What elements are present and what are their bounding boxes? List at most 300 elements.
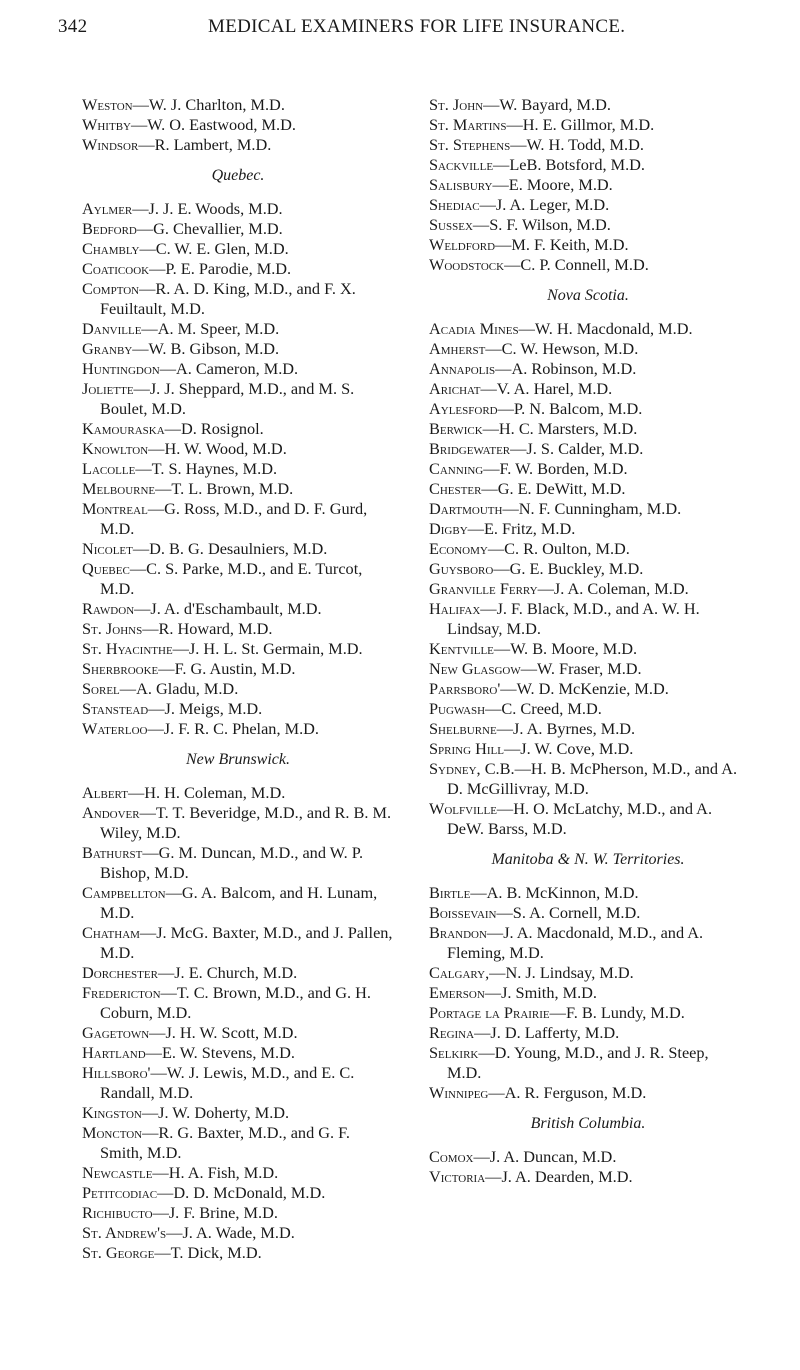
examiner-names: J. D. Lafferty, M.D.	[490, 1023, 620, 1042]
place-name: Selkirk	[429, 1043, 479, 1062]
examiner-names: N. F. Cunningham, M.D.	[518, 499, 682, 518]
place-name: Birtle	[429, 883, 471, 902]
running-title: MEDICAL EXAMINERS FOR LIFE INSURANCE.	[208, 16, 626, 37]
examiner-names: V. A. Harel, M.D.	[496, 379, 613, 398]
examiner-names: C. W. E. Glen, M.D.	[155, 239, 289, 258]
examiner-entry	[82, 1123, 394, 1163]
examiner-entry	[429, 195, 747, 215]
left-column	[82, 95, 394, 1263]
examiner-names: C. S. Parke, M.D., and E. Turcot, M.D.	[100, 559, 363, 598]
examiner-names: W. B. Gibson, M.D.	[148, 339, 280, 358]
examiner-entry	[429, 679, 747, 699]
examiner-names: P. N. Balcom, M.D.	[513, 399, 643, 418]
em-dash: —	[493, 155, 510, 174]
examiner-names: W. D. McKenzie, M.D.	[516, 679, 669, 698]
place-name: Pugwash	[429, 699, 486, 718]
place-name: Shediac	[429, 195, 480, 214]
examiner-names: C. Creed, M.D.	[501, 699, 602, 718]
examiner-names: C. W. Hewson, M.D.	[501, 339, 639, 358]
place-name: Joliette	[82, 379, 134, 398]
examiner-names: W. B. Moore, M.D.	[510, 639, 638, 658]
place-name: Compton	[82, 279, 140, 298]
section-heading: Nova Scotia.	[547, 287, 629, 304]
examiner-names: H. W. Wood, M.D.	[164, 439, 287, 458]
examiner-names: T. C. Brown, M.D., and G. H. Coburn, M.D.	[100, 983, 371, 1022]
examiner-entry	[82, 539, 394, 559]
place-name: Andover	[82, 803, 140, 822]
place-name: Acadia Mines	[429, 319, 519, 338]
examiner-entry	[82, 659, 394, 679]
examiner-entry	[82, 1063, 394, 1103]
examiner-entry	[429, 135, 747, 155]
examiner-entry	[82, 359, 394, 379]
em-dash: —	[165, 883, 182, 902]
place-name: St. Andrew's	[82, 1223, 167, 1242]
place-name: Danville	[82, 319, 142, 338]
examiner-names: W. J. Charlton, M.D.	[148, 95, 285, 114]
em-dash: —	[127, 783, 145, 802]
em-dash: —	[510, 439, 527, 458]
em-dash: —	[158, 659, 175, 678]
em-dash: —	[537, 579, 554, 598]
place-name: Granville Ferry	[429, 579, 538, 598]
place-name: Albert	[82, 783, 128, 802]
em-dash: —	[154, 1243, 171, 1262]
examiner-entry	[429, 519, 747, 539]
examiner-names: J. E. Church, M.D.	[174, 963, 298, 982]
place-name: Aylmer	[82, 199, 133, 218]
examiner-names: G. M. Duncan, M.D., and W. P. Bishop, M.D.	[100, 843, 364, 882]
place-name: Richibucto	[82, 1203, 153, 1222]
examiner-entry	[82, 379, 394, 419]
place-name: Victoria	[429, 1167, 486, 1186]
examiner-entry	[429, 1003, 747, 1023]
examiner-names: S. F. Wilson, M.D.	[489, 215, 611, 234]
section-heading: Manitoba & N. W. Territories.	[491, 851, 685, 868]
examiner-entry	[82, 1163, 394, 1183]
examiner-entry	[429, 963, 747, 983]
place-name: Fredericton	[82, 983, 161, 1002]
examiner-entry	[429, 699, 747, 719]
em-dash: —	[164, 419, 181, 438]
place-name: Weldford	[429, 235, 496, 254]
place-name: Shelburne	[429, 719, 497, 738]
em-dash: —	[480, 599, 497, 618]
examiner-entry	[429, 903, 747, 923]
examiner-entry	[429, 1083, 747, 1103]
em-dash: —	[485, 339, 502, 358]
examiner-names: J. Smith, M.D.	[501, 983, 597, 1002]
place-name: Quebec	[82, 559, 130, 578]
em-dash: —	[514, 759, 531, 778]
examiner-entry	[82, 699, 394, 719]
place-name: Dorchester	[82, 963, 158, 982]
em-dash: —	[142, 619, 159, 638]
examiner-names: R. A. D. King, M.D., and F. X. Feuiltault, M.D.	[100, 279, 356, 318]
em-dash: —	[489, 963, 506, 982]
em-dash: —	[549, 1003, 566, 1022]
examiner-names: D. D. McDonald, M.D.	[173, 1183, 326, 1202]
em-dash: —	[149, 259, 166, 278]
examiner-names: J. S. Calder, M.D.	[526, 439, 644, 458]
em-dash: —	[496, 799, 514, 818]
examiner-names: J. W. Doherty, M.D.	[158, 1103, 290, 1122]
place-name: Whitby	[82, 115, 131, 134]
examiner-names: H. A. Fish, M.D.	[168, 1163, 279, 1182]
place-name: New Glasgow	[429, 659, 521, 678]
em-dash: —	[481, 479, 498, 498]
examiner-entry	[82, 135, 394, 155]
examiner-entry	[429, 419, 747, 439]
em-dash: —	[496, 903, 513, 922]
em-dash: —	[119, 679, 137, 698]
examiner-names: J. A. Dearden, M.D.	[501, 1167, 633, 1186]
examiner-names: J. W. Cove, M.D.	[520, 739, 634, 758]
place-name: Chatham	[82, 923, 140, 942]
place-name: Emerson	[429, 983, 485, 1002]
examiner-entry	[82, 619, 394, 639]
place-name: Parrsboro'	[429, 679, 501, 698]
examiner-entry	[429, 659, 747, 679]
examiner-entry	[82, 883, 394, 923]
em-dash: —	[488, 1083, 505, 1102]
em-dash: —	[132, 95, 149, 114]
examiner-names: C. P. Connell, M.D.	[520, 255, 649, 274]
examiner-names: H. E. Gillmor, M.D.	[522, 115, 655, 134]
place-name: Moncton	[82, 1123, 143, 1142]
em-dash: —	[497, 399, 514, 418]
em-dash: —	[142, 843, 159, 862]
em-dash: —	[487, 539, 505, 558]
examiner-entry	[429, 499, 747, 519]
examiner-names: T. Dick, M.D.	[170, 1243, 262, 1262]
place-name: Windsor	[82, 135, 139, 154]
examiner-names: G. E. DeWitt, M.D.	[497, 479, 626, 498]
place-name: Sherbrooke	[82, 659, 159, 678]
em-dash: —	[141, 1103, 159, 1122]
place-name: Halifax	[429, 599, 481, 618]
place-name: Newcastle	[82, 1163, 153, 1182]
place-name: Economy	[429, 539, 488, 558]
examiner-names: R. G. Baxter, M.D., and G. F. Smith, M.D.	[100, 1123, 351, 1162]
examiner-names: F. G. Austin, M.D.	[174, 659, 296, 678]
examiner-entry	[82, 843, 394, 883]
place-name: Woodstock	[429, 255, 505, 274]
em-dash: —	[133, 379, 150, 398]
em-dash: —	[482, 419, 499, 438]
examiner-names: W. Bayard, M.D.	[499, 95, 611, 114]
place-name: Huntingdon	[82, 359, 160, 378]
examiner-names: D. Young, M.D., and J. R. Steep, M.D.	[447, 1043, 709, 1082]
examiner-names: R. Howard, M.D.	[158, 619, 273, 638]
examiner-entry	[429, 359, 747, 379]
examiner-entry	[82, 479, 394, 499]
em-dash: —	[159, 359, 177, 378]
em-dash: —	[142, 1123, 159, 1142]
place-name: Aylesford	[429, 399, 498, 418]
examiner-entry	[429, 115, 747, 135]
em-dash: —	[134, 599, 151, 618]
em-dash: —	[510, 135, 527, 154]
place-name: Amherst	[429, 339, 486, 358]
examiner-entry	[429, 319, 747, 339]
examiner-names: R. Lambert, M.D.	[154, 135, 272, 154]
examiner-entry	[82, 639, 394, 659]
examiner-entry	[82, 219, 394, 239]
place-name: Canning	[429, 459, 484, 478]
place-name: Coaticook	[82, 259, 150, 278]
examiner-entry	[82, 1043, 394, 1063]
examiner-entry	[82, 923, 394, 963]
examiner-names: E. Moore, M.D.	[508, 175, 613, 194]
examiner-names: P. E. Parodie, M.D.	[165, 259, 292, 278]
place-name: Sorel	[82, 679, 120, 698]
examiner-entry	[429, 215, 747, 235]
place-name: Waterloo	[82, 719, 148, 738]
examiner-entry	[82, 1243, 394, 1263]
section-heading: Quebec.	[211, 167, 265, 184]
place-name: Lacolle	[82, 459, 136, 478]
examiner-entry	[82, 499, 394, 539]
em-dash: —	[150, 1063, 167, 1082]
examiner-entry	[429, 799, 747, 839]
em-dash: —	[139, 239, 156, 258]
examiner-entry	[82, 803, 394, 843]
examiner-entry	[82, 239, 394, 259]
examiner-names: W. H. Macdonald, M.D.	[534, 319, 693, 338]
em-dash: —	[139, 279, 156, 298]
place-name: Knowlton	[82, 439, 149, 458]
em-dash: —	[155, 479, 172, 498]
place-name: Portage la Prairie	[429, 1003, 550, 1022]
em-dash: —	[139, 803, 156, 822]
em-dash: —	[485, 1167, 502, 1186]
em-dash: —	[492, 175, 509, 194]
examiner-names: T. S. Haynes, M.D.	[151, 459, 278, 478]
em-dash: —	[139, 923, 157, 942]
em-dash: —	[132, 339, 149, 358]
place-name: Hillsboro'	[82, 1063, 151, 1082]
em-dash: —	[160, 983, 177, 1002]
examiner-entry	[429, 175, 747, 195]
examiner-entry	[82, 1223, 394, 1243]
em-dash: —	[518, 319, 535, 338]
em-dash: —	[148, 699, 165, 718]
em-dash: —	[520, 659, 538, 678]
em-dash: —	[506, 115, 523, 134]
place-name: Winnipeg	[429, 1083, 489, 1102]
place-name: Nicolet	[82, 539, 133, 558]
place-name: Spring Hill	[429, 739, 504, 758]
examiner-names: J. F. Black, M.D., and A. W. H. Lindsay, M.D.	[447, 599, 700, 638]
examiner-entry	[82, 199, 394, 219]
examiner-names: F. W. Borden, M.D.	[499, 459, 628, 478]
place-name: Wolfville	[429, 799, 497, 818]
place-name: Berwick	[429, 419, 483, 438]
examiner-names: W. Fraser, M.D.	[537, 659, 642, 678]
examiner-entry	[82, 559, 394, 599]
place-name: Chester	[429, 479, 482, 498]
examiner-names: W. J. Lewis, M.D., and E. C. Randall, M.D.	[100, 1063, 355, 1102]
place-name: Kingston	[82, 1103, 142, 1122]
examiner-names: T. L. Brown, M.D.	[171, 479, 294, 498]
place-name: Regina	[429, 1023, 475, 1042]
examiner-names: J. H. L. St. Germain, M.D.	[188, 639, 363, 658]
examiner-entry	[429, 579, 747, 599]
em-dash: —	[504, 739, 521, 758]
em-dash: —	[138, 135, 155, 154]
examiner-entry	[429, 339, 747, 359]
examiner-entry	[429, 599, 747, 639]
examiner-names: J. J. E. Woods, M.D.	[148, 199, 283, 218]
section-heading: New Brunswick.	[186, 751, 290, 768]
em-dash: —	[132, 539, 150, 558]
em-dash: —	[473, 1147, 490, 1166]
em-dash: —	[484, 983, 502, 1002]
em-dash: —	[500, 679, 517, 698]
examiner-names: H. B. McPherson, M.D., and A. D. McGillivray, M.D.	[447, 759, 738, 798]
place-name: Stanstead	[82, 699, 149, 718]
examiner-names: D. Rosignol.	[180, 419, 264, 438]
place-name: Salisbury	[429, 175, 493, 194]
examiner-entry	[429, 639, 747, 659]
em-dash: —	[474, 1023, 491, 1042]
right-column	[429, 95, 747, 1187]
em-dash: —	[478, 1043, 495, 1062]
place-name: Digby	[429, 519, 468, 538]
em-dash: —	[135, 459, 152, 478]
examiner-entry	[82, 1023, 394, 1043]
examiner-entry	[429, 155, 747, 175]
examiner-names: J. F. Brine, M.D.	[168, 1203, 278, 1222]
place-name: Boissevain	[429, 903, 497, 922]
examiner-entry	[429, 559, 747, 579]
examiner-names: E. W. Stevens, M.D.	[161, 1043, 295, 1062]
place-name: Sydney, C.B.	[429, 759, 515, 778]
examiner-names: H. O. McLatchy, M.D., and A. DeW. Barss, M.D.	[447, 799, 713, 838]
examiner-names: J. A. Macdonald, M.D., and A. Fleming, M.D.	[447, 923, 704, 962]
em-dash: —	[504, 255, 521, 274]
examiner-names: E. Fritz, M.D.	[483, 519, 576, 538]
examiner-entry	[82, 259, 394, 279]
examiner-names: J. A. Byrnes, M.D.	[513, 719, 636, 738]
examiner-entry	[82, 419, 394, 439]
examiner-names: J. J. Sheppard, M.D., and M. S. Boulet, M.D.	[100, 379, 355, 418]
place-name: Bridgewater	[429, 439, 511, 458]
em-dash: —	[129, 559, 147, 578]
examiner-names: A. Robinson, M.D.	[511, 359, 637, 378]
examiner-entry	[429, 759, 747, 799]
examiner-names: D. B. G. Desaulniers, M.D.	[149, 539, 328, 558]
examiner-names: J. H. W. Scott, M.D.	[165, 1023, 298, 1042]
examiner-entry	[429, 399, 747, 419]
em-dash: —	[145, 1043, 162, 1062]
place-name: Bedford	[82, 219, 137, 238]
examiner-entry	[82, 719, 394, 739]
em-dash: —	[172, 639, 189, 658]
place-name: Kentville	[429, 639, 494, 658]
place-name: Annapolis	[429, 359, 496, 378]
examiner-names: M. F. Keith, M.D.	[511, 235, 629, 254]
em-dash: —	[495, 359, 512, 378]
examiner-names: J. A. Wade, M.D.	[182, 1223, 295, 1242]
em-dash: —	[485, 699, 502, 718]
examiner-entry	[429, 739, 747, 759]
place-name: Sackville	[429, 155, 494, 174]
page-number: 342	[58, 16, 88, 37]
examiner-entry	[82, 963, 394, 983]
examiner-entry	[82, 339, 394, 359]
em-dash: —	[472, 215, 490, 234]
examiner-names: A. R. Ferguson, M.D.	[504, 1083, 647, 1102]
section-heading: British Columbia.	[530, 1115, 646, 1132]
place-name: Comox	[429, 1147, 474, 1166]
examiner-names: J. Meigs, M.D.	[164, 699, 263, 718]
em-dash: —	[483, 95, 500, 114]
examiner-names: G. Chevallier, M.D.	[153, 219, 283, 238]
examiner-names: G. A. Balcom, and H. Lunam, M.D.	[100, 883, 378, 922]
examiner-entry	[429, 1167, 747, 1187]
examiner-entry	[429, 1147, 747, 1167]
place-name: St. George	[82, 1243, 155, 1262]
em-dash: —	[141, 319, 158, 338]
em-dash: —	[479, 195, 496, 214]
examiner-entry	[429, 439, 747, 459]
examiner-names: F. B. Lundy, M.D.	[565, 1003, 685, 1022]
examiner-entry	[82, 983, 394, 1023]
examiner-entry	[429, 255, 747, 275]
examiner-entry	[82, 95, 394, 115]
place-name: St. Johns	[82, 619, 143, 638]
examiner-entry	[82, 1103, 394, 1123]
examiner-entry	[429, 479, 747, 499]
place-name: Campbellton	[82, 883, 166, 902]
examiner-names: J. A. Leger, M.D.	[495, 195, 610, 214]
examiner-entry	[82, 783, 394, 803]
em-dash: —	[132, 199, 149, 218]
place-name: Kamouraska	[82, 419, 165, 438]
examiner-entry	[82, 279, 394, 319]
place-name: Petitcodiac	[82, 1183, 158, 1202]
em-dash: —	[147, 719, 164, 738]
em-dash: —	[486, 923, 504, 942]
em-dash: —	[136, 219, 154, 238]
place-name: Weston	[82, 95, 133, 114]
examiner-names: T. T. Beveridge, M.D., and R. B. M. Wiley, M.D.	[100, 803, 392, 842]
examiner-names: A. M. Speer, M.D.	[157, 319, 280, 338]
examiner-names: J. F. R. C. Phelan, M.D.	[163, 719, 319, 738]
place-name: Chambly	[82, 239, 140, 258]
examiner-entry	[429, 459, 747, 479]
examiner-names: J. McG. Baxter, M.D., and J. Pallen, M.D.	[100, 923, 393, 962]
place-name: St. Martins	[429, 115, 507, 134]
em-dash: —	[130, 115, 148, 134]
examiner-names: C. R. Oulton, M.D.	[504, 539, 630, 558]
em-dash: —	[495, 235, 512, 254]
examiner-names: W. H. Todd, M.D.	[526, 135, 644, 154]
examiner-entry	[429, 883, 747, 903]
examiner-names: A. B. McKinnon, M.D.	[486, 883, 639, 902]
em-dash: —	[157, 963, 175, 982]
examiner-entry	[429, 95, 747, 115]
place-name: Brandon	[429, 923, 487, 942]
examiner-entry	[429, 719, 747, 739]
em-dash: —	[467, 519, 484, 538]
examiner-names: LeB. Botsford, M.D.	[509, 155, 645, 174]
examiner-names: J. A. Coleman, M.D.	[553, 579, 689, 598]
place-name: Bathurst	[82, 843, 143, 862]
place-name: Guysboro	[429, 559, 494, 578]
